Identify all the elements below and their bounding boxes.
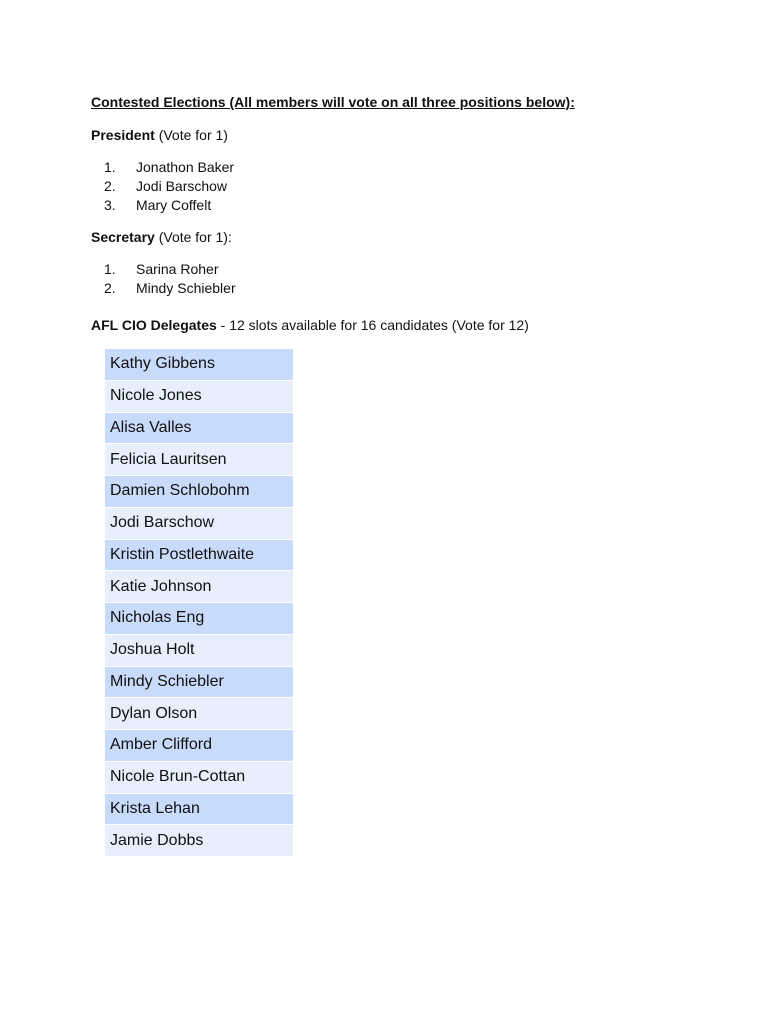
delegate-name: Alisa Valles: [105, 412, 293, 444]
candidate-name: Mindy Schiebler: [136, 280, 236, 296]
table-row: [105, 539, 293, 571]
list-number: 2.: [104, 178, 116, 194]
secretary-title: Secretary: [91, 229, 155, 245]
delegate-name: Nicole Jones: [105, 380, 293, 412]
list-item: [104, 260, 236, 279]
list-number: 1.: [104, 159, 116, 175]
table-row: [105, 793, 293, 825]
president-title: President: [91, 127, 155, 143]
page-heading: Contested Elections (All members will vote on all three positions below):: [91, 94, 575, 110]
delegate-name: Kathy Gibbens: [105, 349, 293, 380]
secretary-note: (Vote for 1):: [154, 229, 232, 245]
candidate-name: Jonathon Baker: [136, 159, 235, 175]
list-item: [104, 158, 234, 177]
secretary-section-title: [91, 229, 232, 245]
table-row: [105, 761, 293, 793]
list-item: [104, 279, 236, 298]
candidate-name: Mary Coffelt: [136, 197, 212, 213]
delegate-name: Jamie Dobbs: [105, 825, 293, 857]
table-row: [105, 571, 293, 603]
list-number: 2.: [104, 280, 116, 296]
table-row: [105, 634, 293, 666]
list-number: 1.: [104, 261, 116, 277]
delegate-name: Jodi Barschow: [105, 507, 293, 539]
president-note: (Vote for 1): [154, 127, 228, 143]
list-number: 3.: [104, 197, 116, 213]
delegate-name: Dylan Olson: [105, 698, 293, 730]
delegate-name: Mindy Schiebler: [105, 666, 293, 698]
table-row: [105, 412, 293, 444]
table-row: [105, 698, 293, 730]
delegate-name: Felicia Lauritsen: [105, 444, 293, 476]
candidate-name: Sarina Roher: [136, 261, 219, 277]
list-item: [104, 177, 234, 196]
delegate-name: Nicholas Eng: [105, 603, 293, 635]
delegates-note: - 12 slots available for 16 candidates (Vote for 12): [216, 317, 529, 333]
delegate-name: Amber Clifford: [105, 730, 293, 762]
delegate-name: Katie Johnson: [105, 571, 293, 603]
president-candidate-list: [104, 158, 234, 215]
table-row: [105, 476, 293, 508]
delegate-name: Kristin Postlethwaite: [105, 539, 293, 571]
delegate-name: Damien Schlobohm: [105, 476, 293, 508]
delegates-table: [105, 349, 293, 857]
delegates-section-title: [91, 317, 529, 333]
list-item: [104, 196, 234, 215]
table-row: [105, 666, 293, 698]
delegate-name: Krista Lehan: [105, 793, 293, 825]
president-section-title: [91, 127, 228, 143]
delegates-title: AFL CIO Delegates: [91, 317, 217, 333]
candidate-name: Jodi Barschow: [136, 178, 228, 194]
delegate-name: Nicole Brun-Cottan: [105, 761, 293, 793]
table-row: [105, 507, 293, 539]
table-row: [105, 603, 293, 635]
table-row: [105, 349, 293, 380]
table-row: [105, 825, 293, 857]
table-row: [105, 444, 293, 476]
delegate-name: Joshua Holt: [105, 634, 293, 666]
table-row: [105, 380, 293, 412]
table-row: [105, 730, 293, 762]
secretary-candidate-list: [104, 260, 236, 298]
